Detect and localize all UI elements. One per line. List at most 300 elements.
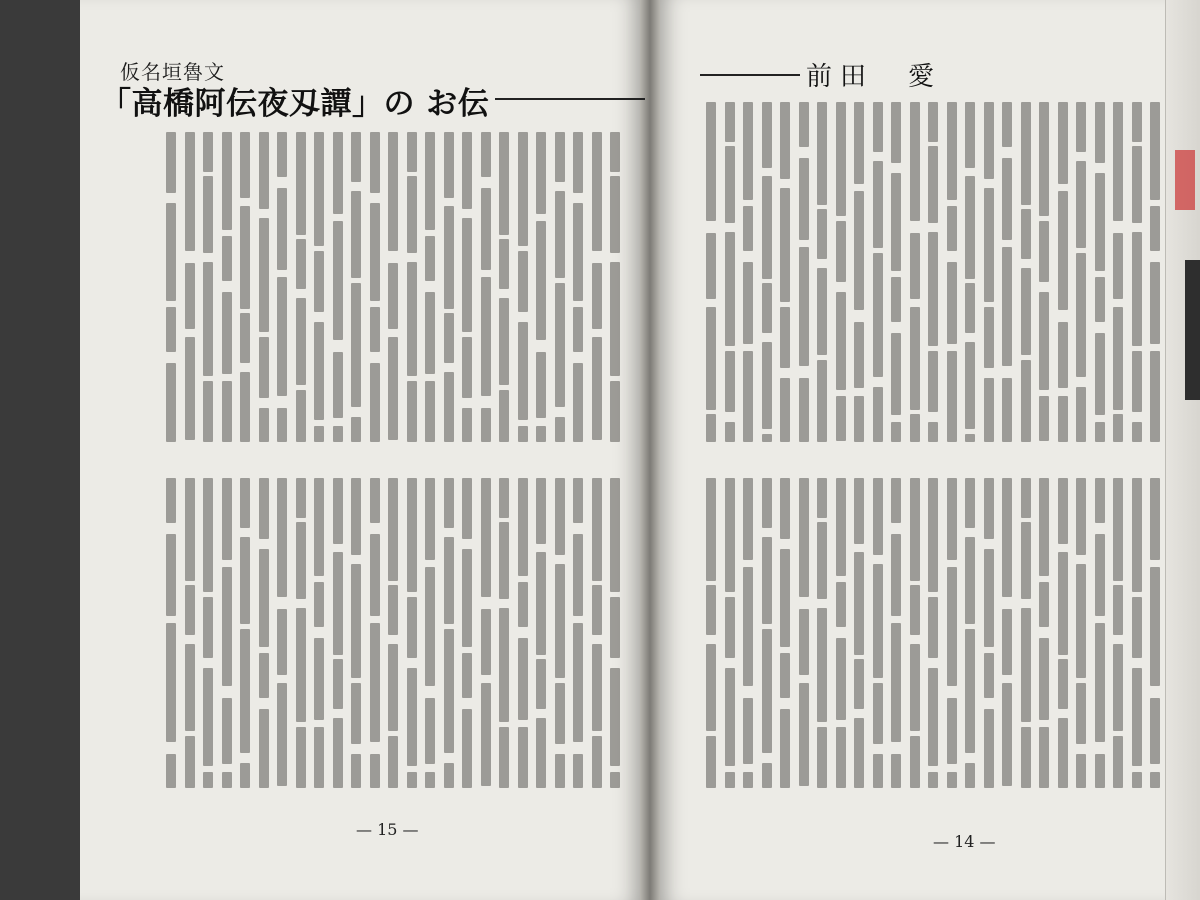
text-column (407, 132, 417, 442)
text-line-placeholder (725, 422, 735, 442)
text-line-placeholder (314, 727, 324, 788)
text-line-placeholder (166, 534, 176, 616)
body-text-right-bottom (690, 478, 1160, 788)
text-line-placeholder (166, 623, 176, 742)
text-line-placeholder (1150, 351, 1160, 442)
text-column (444, 132, 454, 442)
text-line-placeholder (873, 564, 883, 678)
text-line-placeholder (555, 478, 565, 555)
text-line-placeholder (259, 218, 269, 332)
text-line-placeholder (799, 478, 809, 597)
text-line-placeholder (910, 644, 920, 731)
text-line-placeholder (203, 381, 213, 442)
text-line-placeholder (370, 478, 380, 523)
text-line-placeholder (762, 434, 772, 442)
text-line-placeholder (817, 727, 827, 788)
text-line-placeholder (388, 585, 398, 635)
text-line-placeholder (965, 434, 975, 442)
text-line-placeholder (984, 188, 994, 302)
text-line-placeholder (240, 763, 250, 788)
text-column (1076, 102, 1086, 442)
text-line-placeholder (947, 698, 957, 764)
text-line-placeholder (481, 277, 491, 396)
text-line-placeholder (1095, 277, 1105, 322)
text-line-placeholder (1132, 351, 1142, 412)
text-line-placeholder (1076, 754, 1086, 788)
text-line-placeholder (555, 754, 565, 788)
text-line-placeholder (425, 772, 435, 788)
text-column (947, 478, 957, 788)
text-line-placeholder (1039, 221, 1049, 282)
text-line-placeholder (817, 478, 827, 518)
text-line-placeholder (277, 683, 287, 786)
text-line-placeholder (185, 478, 195, 581)
text-line-placeholder (1002, 478, 1012, 597)
text-line-placeholder (965, 478, 975, 528)
text-line-placeholder (743, 102, 753, 200)
text-line-placeholder (947, 262, 957, 344)
text-line-placeholder (518, 251, 528, 312)
text-column (351, 478, 361, 788)
text-column (573, 478, 583, 788)
text-line-placeholder (854, 191, 864, 310)
text-line-placeholder (444, 313, 454, 363)
text-line-placeholder (854, 659, 864, 709)
text-line-placeholder (947, 206, 957, 251)
text-line-placeholder (928, 422, 938, 442)
text-line-placeholder (314, 478, 324, 576)
text-line-placeholder (314, 322, 324, 420)
text-line-placeholder (351, 754, 361, 788)
text-line-placeholder (166, 478, 176, 523)
text-line-placeholder (573, 203, 583, 301)
text-line-placeholder (799, 683, 809, 786)
text-line-placeholder (407, 478, 417, 592)
text-line-placeholder (799, 102, 809, 147)
text-line-placeholder (425, 698, 435, 764)
text-line-placeholder (891, 754, 901, 788)
text-line-placeholder (910, 736, 920, 788)
text-line-placeholder (351, 564, 361, 678)
text-line-placeholder (518, 132, 528, 246)
text-line-placeholder (1076, 161, 1086, 248)
text-column (836, 102, 846, 442)
text-line-placeholder (166, 203, 176, 301)
text-line-placeholder (910, 585, 920, 635)
text-line-placeholder (836, 638, 846, 720)
text-line-placeholder (780, 188, 790, 302)
text-line-placeholder (928, 102, 938, 142)
text-line-placeholder (1150, 478, 1160, 560)
text-line-placeholder (1021, 478, 1031, 518)
text-line-placeholder (1113, 414, 1123, 442)
text-line-placeholder (984, 307, 994, 368)
text-line-placeholder (947, 351, 957, 442)
text-line-placeholder (817, 209, 827, 259)
text-column (481, 132, 491, 442)
text-column (425, 478, 435, 788)
text-line-placeholder (965, 176, 975, 279)
text-column (706, 102, 716, 442)
text-column (333, 132, 343, 442)
text-line-placeholder (610, 381, 620, 442)
text-line-placeholder (573, 363, 583, 442)
text-line-placeholder (854, 322, 864, 388)
article-subtitle: 仮名垣魯文 (120, 60, 225, 84)
text-column (314, 132, 324, 442)
text-line-placeholder (610, 132, 620, 172)
text-line-placeholder (1132, 146, 1142, 223)
text-column (836, 478, 846, 788)
text-line-placeholder (444, 372, 454, 442)
text-line-placeholder (836, 221, 846, 282)
text-line-placeholder (259, 478, 269, 539)
text-line-placeholder (1132, 232, 1142, 346)
text-line-placeholder (1150, 102, 1160, 200)
text-line-placeholder (780, 102, 790, 179)
text-line-placeholder (725, 668, 735, 766)
text-line-placeholder (706, 644, 716, 731)
author-name: 前田 愛 (806, 62, 943, 92)
text-line-placeholder (240, 313, 250, 363)
text-line-placeholder (984, 478, 994, 539)
text-line-placeholder (817, 268, 827, 355)
text-line-placeholder (592, 132, 602, 251)
text-line-placeholder (780, 653, 790, 698)
text-line-placeholder (277, 277, 287, 396)
text-line-placeholder (592, 585, 602, 635)
text-column (425, 132, 435, 442)
text-line-placeholder (706, 102, 716, 221)
text-line-placeholder (1021, 360, 1031, 442)
text-column (314, 478, 324, 788)
text-line-placeholder (407, 772, 417, 788)
text-line-placeholder (222, 381, 232, 442)
text-line-placeholder (333, 659, 343, 709)
text-column (203, 478, 213, 788)
text-line-placeholder (592, 644, 602, 731)
text-line-placeholder (1039, 638, 1049, 720)
text-line-placeholder (891, 102, 901, 163)
text-line-placeholder (1058, 102, 1068, 184)
text-line-placeholder (555, 191, 565, 278)
text-column (185, 478, 195, 788)
text-column (743, 102, 753, 442)
text-line-placeholder (762, 102, 772, 168)
text-line-placeholder (462, 653, 472, 698)
text-line-placeholder (762, 342, 772, 429)
text-line-placeholder (499, 239, 509, 289)
text-line-placeholder (573, 623, 583, 742)
text-line-placeholder (370, 203, 380, 301)
text-line-placeholder (891, 422, 901, 442)
text-line-placeholder (573, 132, 583, 193)
text-column (780, 102, 790, 442)
text-line-placeholder (910, 414, 920, 442)
text-line-placeholder (743, 478, 753, 560)
text-line-placeholder (1058, 552, 1068, 655)
text-column (725, 478, 735, 788)
text-column (928, 478, 938, 788)
text-line-placeholder (203, 772, 213, 788)
text-line-placeholder (555, 564, 565, 678)
text-column (462, 478, 472, 788)
text-line-placeholder (725, 478, 735, 592)
text-line-placeholder (166, 307, 176, 352)
text-line-placeholder (259, 709, 269, 788)
text-column (203, 132, 213, 442)
text-line-placeholder (407, 668, 417, 766)
text-line-placeholder (1150, 206, 1160, 251)
text-line-placeholder (277, 188, 287, 270)
text-line-placeholder (1132, 668, 1142, 766)
text-line-placeholder (1076, 478, 1086, 555)
text-line-placeholder (1150, 698, 1160, 764)
text-line-placeholder (725, 102, 735, 142)
text-line-placeholder (351, 683, 361, 744)
text-line-placeholder (873, 683, 883, 744)
text-line-placeholder (910, 102, 920, 221)
text-column (573, 132, 583, 442)
text-line-placeholder (425, 236, 435, 281)
text-column (984, 478, 994, 788)
text-line-placeholder (425, 478, 435, 560)
text-column (407, 478, 417, 788)
text-column (817, 102, 827, 442)
text-line-placeholder (1150, 772, 1160, 788)
text-line-placeholder (277, 609, 287, 675)
text-line-placeholder (836, 102, 846, 216)
text-line-placeholder (499, 608, 509, 722)
text-line-placeholder (296, 608, 306, 722)
text-line-placeholder (222, 478, 232, 560)
text-line-placeholder (928, 232, 938, 346)
text-line-placeholder (836, 396, 846, 441)
text-column (873, 478, 883, 788)
text-column (1076, 478, 1086, 788)
text-line-placeholder (780, 478, 790, 539)
text-line-placeholder (185, 263, 195, 329)
text-column (536, 132, 546, 442)
text-line-placeholder (984, 709, 994, 788)
text-line-placeholder (762, 537, 772, 624)
text-line-placeholder (333, 352, 343, 418)
text-line-placeholder (762, 283, 772, 333)
text-line-placeholder (351, 191, 361, 278)
text-line-placeholder (536, 659, 546, 709)
text-column (1021, 102, 1031, 442)
text-line-placeholder (240, 478, 250, 528)
text-line-placeholder (706, 585, 716, 635)
text-line-placeholder (296, 132, 306, 235)
text-column (1150, 478, 1160, 788)
text-column (1095, 478, 1105, 788)
text-line-placeholder (965, 537, 975, 624)
text-line-placeholder (1021, 102, 1031, 205)
text-line-placeholder (1021, 209, 1031, 259)
text-column (762, 478, 772, 788)
text-column (725, 102, 735, 442)
text-line-placeholder (259, 549, 269, 647)
text-line-placeholder (462, 549, 472, 647)
text-line-placeholder (1132, 772, 1142, 788)
text-line-placeholder (836, 478, 846, 576)
text-column (277, 132, 287, 442)
text-column (518, 478, 528, 788)
text-line-placeholder (222, 236, 232, 281)
text-column (1150, 102, 1160, 442)
text-line-placeholder (481, 132, 491, 177)
text-line-placeholder (1002, 247, 1012, 366)
text-line-placeholder (296, 727, 306, 788)
text-line-placeholder (277, 408, 287, 442)
text-column (1113, 478, 1123, 788)
text-line-placeholder (277, 478, 287, 597)
text-line-placeholder (873, 754, 883, 788)
text-column (499, 478, 509, 788)
text-line-placeholder (351, 132, 361, 182)
text-line-placeholder (725, 772, 735, 788)
text-line-placeholder (1076, 564, 1086, 678)
text-line-placeholder (481, 683, 491, 786)
text-line-placeholder (965, 283, 975, 333)
body-text-left-bottom (150, 478, 620, 788)
text-line-placeholder (518, 426, 528, 442)
text-line-placeholder (817, 608, 827, 722)
text-column (296, 132, 306, 442)
text-column (891, 478, 901, 788)
text-line-placeholder (462, 478, 472, 539)
text-line-placeholder (518, 582, 528, 627)
body-text-right-top (690, 102, 1160, 442)
text-line-placeholder (536, 552, 546, 655)
text-line-placeholder (1039, 396, 1049, 441)
text-line-placeholder (499, 478, 509, 518)
text-line-placeholder (351, 283, 361, 407)
text-line-placeholder (1150, 262, 1160, 344)
text-line-placeholder (1021, 268, 1031, 355)
text-line-placeholder (314, 582, 324, 627)
text-line-placeholder (166, 363, 176, 442)
text-line-placeholder (1002, 683, 1012, 786)
text-line-placeholder (1132, 422, 1142, 442)
text-line-placeholder (388, 337, 398, 440)
text-line-placeholder (296, 478, 306, 518)
book-gutter (640, 0, 660, 900)
text-line-placeholder (910, 478, 920, 581)
text-column (370, 478, 380, 788)
text-line-placeholder (536, 221, 546, 340)
text-column (928, 102, 938, 442)
text-line-placeholder (762, 478, 772, 528)
text-line-placeholder (1021, 608, 1031, 722)
text-line-placeholder (203, 597, 213, 658)
text-line-placeholder (1113, 736, 1123, 788)
text-line-placeholder (388, 478, 398, 581)
text-line-placeholder (1039, 292, 1049, 390)
text-line-placeholder (947, 567, 957, 686)
text-line-placeholder (259, 408, 269, 442)
text-line-placeholder (1113, 585, 1123, 635)
text-line-placeholder (762, 176, 772, 279)
text-line-placeholder (1002, 102, 1012, 147)
text-line-placeholder (185, 736, 195, 788)
text-line-placeholder (1002, 378, 1012, 442)
text-line-placeholder (203, 176, 213, 253)
text-column (910, 102, 920, 442)
text-column (388, 132, 398, 442)
text-line-placeholder (555, 132, 565, 182)
text-line-placeholder (314, 638, 324, 720)
text-line-placeholder (743, 262, 753, 344)
text-line-placeholder (891, 173, 901, 271)
text-column (166, 132, 176, 442)
text-line-placeholder (984, 378, 994, 442)
text-line-placeholder (296, 298, 306, 385)
text-line-placeholder (873, 253, 883, 377)
text-line-placeholder (444, 629, 454, 753)
text-line-placeholder (928, 668, 938, 766)
text-line-placeholder (536, 426, 546, 442)
text-line-placeholder (573, 754, 583, 788)
text-line-placeholder (1039, 102, 1049, 216)
text-line-placeholder (836, 292, 846, 390)
text-column (296, 478, 306, 788)
text-line-placeholder (1132, 478, 1142, 592)
text-line-placeholder (444, 537, 454, 624)
text-line-placeholder (984, 549, 994, 647)
text-line-placeholder (1132, 597, 1142, 658)
text-line-placeholder (592, 478, 602, 581)
text-column (762, 102, 772, 442)
text-line-placeholder (610, 597, 620, 658)
text-line-placeholder (444, 132, 454, 198)
text-line-placeholder (610, 478, 620, 592)
text-line-placeholder (706, 736, 716, 788)
text-line-placeholder (1095, 422, 1105, 442)
text-line-placeholder (425, 132, 435, 230)
text-column (462, 132, 472, 442)
text-line-placeholder (965, 102, 975, 168)
text-line-placeholder (610, 262, 620, 376)
text-line-placeholder (407, 597, 417, 658)
text-column (1021, 478, 1031, 788)
text-line-placeholder (425, 567, 435, 686)
text-line-placeholder (706, 233, 716, 299)
text-line-placeholder (725, 232, 735, 346)
text-column (333, 478, 343, 788)
text-line-placeholder (351, 478, 361, 555)
text-line-placeholder (1113, 644, 1123, 731)
text-line-placeholder (481, 478, 491, 597)
text-line-placeholder (592, 736, 602, 788)
text-line-placeholder (222, 292, 232, 374)
text-line-placeholder (817, 522, 827, 599)
text-line-placeholder (947, 772, 957, 788)
text-line-placeholder (185, 132, 195, 251)
text-line-placeholder (425, 292, 435, 374)
text-line-placeholder (407, 262, 417, 376)
text-line-placeholder (240, 206, 250, 309)
text-line-placeholder (370, 307, 380, 352)
text-column (1058, 478, 1068, 788)
text-line-placeholder (481, 188, 491, 270)
text-line-placeholder (296, 522, 306, 599)
text-line-placeholder (536, 132, 546, 214)
text-line-placeholder (573, 478, 583, 523)
text-line-placeholder (965, 342, 975, 429)
text-line-placeholder (706, 414, 716, 442)
